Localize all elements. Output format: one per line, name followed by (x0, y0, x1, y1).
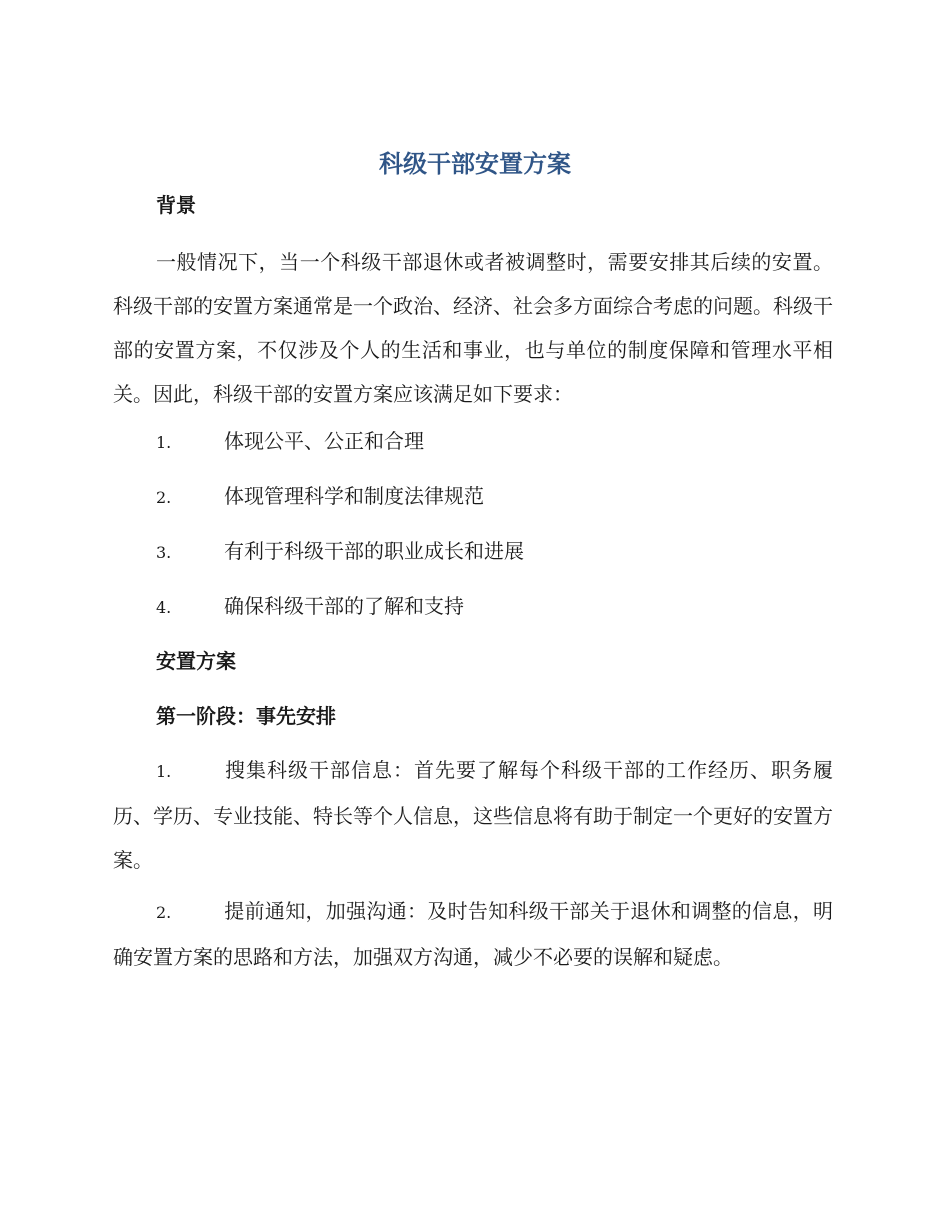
requirement-item (156, 481, 484, 513)
requirement-item (156, 591, 464, 623)
list-text: 体现管理科学和制度法律规范 (224, 484, 484, 508)
requirement-item (156, 536, 524, 568)
list-text: 搜集科级干部信息：首先要了解每个科级干部的工作经历、职务履历、学历、专业技能、特长等个人信息，这些信息将有助于制定一个更好的安置方案。 (113, 758, 833, 872)
list-number: 1. (156, 762, 172, 781)
background-paragraph: 一般情况下，当一个科级干部退休或者被调整时，需要安排其后续的安置。科级干部的安置方案通常是一个政治、经济、社会多方面综合考虑的问题。科级干部的安置方案，不仅涉及个人的生活和事业，也与单位的制度保障和管理水平相关。因此，科级干部的安置方案应该满足如下要求： (113, 250, 833, 406)
section-heading-plan: 安置方案 (156, 649, 236, 673)
list-text: 有利于科级干部的职业成长和进展 (224, 539, 524, 563)
stage-heading: 第一阶段：事先安排 (156, 704, 336, 728)
list-number: 1. (156, 433, 172, 452)
list-text: 体现公平、公正和合理 (224, 429, 424, 453)
stage-item (113, 748, 833, 882)
list-text: 确保科级干部的了解和支持 (224, 594, 464, 618)
list-number: 2. (156, 903, 172, 922)
stage-item (113, 889, 833, 979)
section-heading-background: 背景 (156, 193, 196, 217)
list-text: 提前通知，加强沟通：及时告知科级干部关于退休和调整的信息，明确安置方案的思路和方法，加强双方沟通，减少不必要的误解和疑虑。 (113, 899, 833, 969)
document-title: 科级干部安置方案 (379, 150, 571, 178)
list-number: 4. (156, 598, 172, 617)
list-number: 3. (156, 543, 172, 562)
requirement-item (156, 426, 424, 458)
list-number: 2. (156, 488, 172, 507)
